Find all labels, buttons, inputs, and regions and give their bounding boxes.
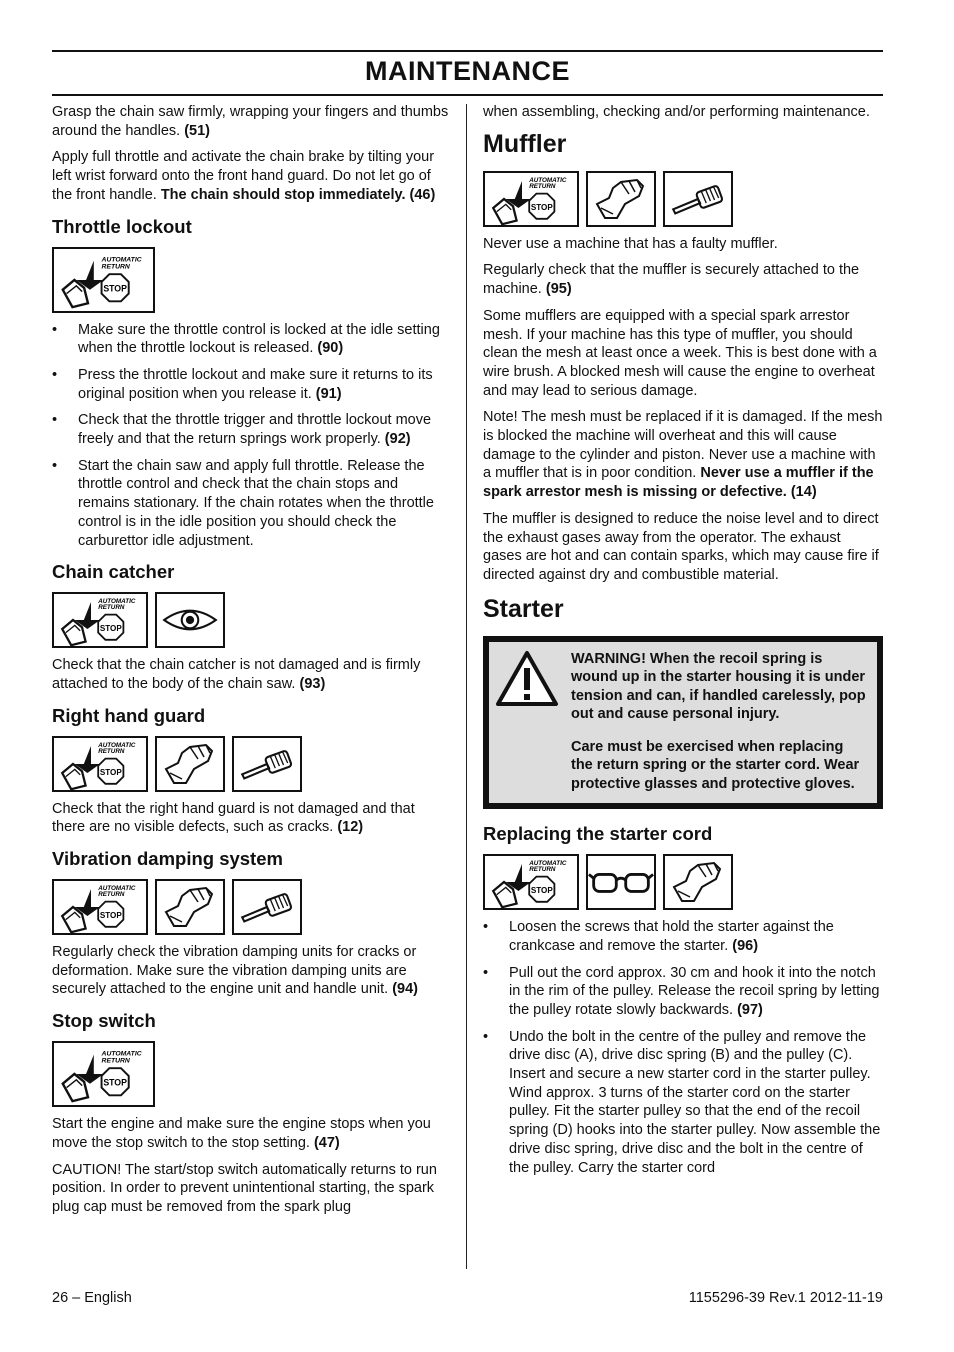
muffler-text-3: Some mufflers are equipped with a special spark arrestor mesh. If your machine has this type of muffler, you should clean the mesh at least once a week. This is best done with a wire brush. A blocked mesh will cause the engine to overheat and may lead to serious damage. xyxy=(483,307,877,399)
intro-paragraph-2: Apply full throttle and activate the chain brake by tilting your left wrist forward onto the front hand guard. Do not let go of the front handle. The chain should stop immediately. (46) xyxy=(52,149,436,203)
chain-catcher-text: Check that the chain catcher is not damaged and is firmly attached to the body of the chain saw. (93) xyxy=(52,657,421,692)
vibration-icons xyxy=(52,879,450,935)
automatic-return-stop-icon xyxy=(52,736,148,792)
list-item: • Undo the bolt in the centre of the pulley and remove the drive disc (A), drive disc spring (B) and the pulley (C). Insert and secure a new starter cord in the starter pulley. Wind approx. 3 turns of the starter cord on the starter pulley. Fit the starter pulley so that the end of the recoil spring (D) hooks into the starter pulley. Now assemble the drive disc spring, drive disc and the bolt in the centre of the pulley. Carry the starter cord xyxy=(483,1028,883,1178)
throttle-lockout-list xyxy=(52,321,450,551)
stop-switch-icons xyxy=(52,1041,450,1107)
muffler-text-2: Regularly check that the muffler is securely attached to the machine. (95) xyxy=(483,262,860,298)
intro-paragraph-1: Grasp the chain saw firmly, wrapping your fingers and thumbs around the handles. (51) xyxy=(52,104,449,139)
chain-catcher-icons xyxy=(52,592,450,648)
right-hand-guard-heading: Right hand guard xyxy=(52,704,206,726)
muffler-icons xyxy=(483,171,883,227)
glove-icon xyxy=(586,171,656,227)
right-column xyxy=(483,103,883,1185)
starter-heading: Starter xyxy=(483,594,564,623)
replacing-starter-cord-heading: Replacing the starter cord xyxy=(483,823,713,845)
throttle-lockout-icons xyxy=(52,247,450,313)
eye-icon xyxy=(155,592,225,648)
stop-switch-text: Start the engine and make sure the engine stops when you move the stop switch to the stop setting. (47) xyxy=(52,1116,431,1151)
muffler-text-5: The muffler is designed to reduce the noise level and to direct the exhaust gases away from the operator. The exhaust gases are hot and can contain sparks, which may cause fire if directed against dry and combustible material. xyxy=(483,510,879,583)
automatic-return-stop-icon xyxy=(483,171,579,227)
list-item: • Start the chain saw and apply full throttle. Release the throttle control and check that the chain stops and remains stationary. If the chain rotates when the throttle control is in the idle position you should check the carburettor idle adjustment. xyxy=(52,457,450,551)
left-column xyxy=(52,103,450,1225)
glove-icon xyxy=(155,736,225,792)
list-item: • Make sure the throttle control is locked at the idle setting when the throttle lockout is released. (90) xyxy=(52,321,450,358)
list-item: • Pull out the cord approx. 30 cm and hook it into the notch in the rim of the pulley. Release the recoil spring by letting the pulley rotate slowly backwards. (97) xyxy=(483,964,883,1020)
muffler-text-1: Never use a machine that has a faulty muffler. xyxy=(483,235,778,252)
vibration-text: Regularly check the vibration damping units for cracks or deformation. Make sure the vibration damping units are securely attached to the engine unit and handle unit. (94) xyxy=(52,944,418,998)
list-item: • Check that the throttle trigger and throttle lockout move freely and that the return springs work properly. (92) xyxy=(52,411,450,448)
stop-switch-heading: Stop switch xyxy=(52,1010,156,1032)
header-top-rule xyxy=(52,50,883,52)
stop-switch-caution: CAUTION! The start/stop switch automatically returns to run position. In order to prevent unintentional starting, the spark plug cap must be removed from the spark plug xyxy=(52,1161,437,1215)
brush-icon xyxy=(663,171,733,227)
header-bottom-rule xyxy=(52,94,883,96)
right-hand-guard-text: Check that the right hand guard is not damaged and that there are no visible defects, such as cracks. (12) xyxy=(52,800,415,836)
brush-icon xyxy=(232,736,302,792)
chain-catcher-heading: Chain catcher xyxy=(52,561,175,583)
continuation-text: when assembling, checking and/or performing maintenance. xyxy=(483,104,870,120)
vibration-heading: Vibration damping system xyxy=(52,848,283,870)
list-item: • Press the throttle lockout and make sure it returns to its original position when you release it. (91) xyxy=(52,366,450,403)
starter-cord-list xyxy=(483,918,883,1177)
glove-icon xyxy=(663,854,733,910)
safety-glasses-icon xyxy=(586,854,656,910)
automatic-return-stop-icon xyxy=(52,879,148,935)
column-divider xyxy=(466,104,467,1269)
page-title: MAINTENANCE xyxy=(365,56,570,86)
automatic-return-stop-icon xyxy=(483,854,579,910)
warning-text-1: WARNING! When the recoil spring is wound up in the starter housing it is under tension and can, if handled carelessly, pop out and cause personal injury. xyxy=(571,650,866,723)
warning-triangle-icon xyxy=(495,650,571,798)
warning-text-2: Care must be exercised when replacing the return spring or the starter cord. Wear protective glasses and protective gloves. xyxy=(571,738,860,792)
glove-icon xyxy=(155,879,225,935)
automatic-return-stop-icon xyxy=(52,247,155,313)
footer-document-id: 1155296-39 Rev.1 2012-11-19 xyxy=(688,1290,883,1306)
muffler-heading: Muffler xyxy=(483,129,567,158)
throttle-lockout-heading: Throttle lockout xyxy=(52,215,192,237)
right-hand-guard-icons xyxy=(52,736,450,792)
automatic-return-stop-icon xyxy=(52,592,148,648)
muffler-text-4: Note! The mesh must be replaced if it is damaged. If the mesh is blocked the machine will overheat and this will cause damage to the cylinder and piston. Never use a machine with a muffler that is in poor condition. Never use a muffler if the spark arrestor mesh is missing or defective. (14) xyxy=(483,409,883,501)
starter-cord-icons xyxy=(483,854,883,910)
footer-page-number: 26 – English xyxy=(52,1290,132,1306)
automatic-return-stop-icon xyxy=(52,1041,155,1107)
list-item: • Loosen the screws that hold the starter against the crankcase and remove the starter. (96) xyxy=(483,918,883,955)
brush-icon xyxy=(232,879,302,935)
warning-box xyxy=(483,636,883,810)
